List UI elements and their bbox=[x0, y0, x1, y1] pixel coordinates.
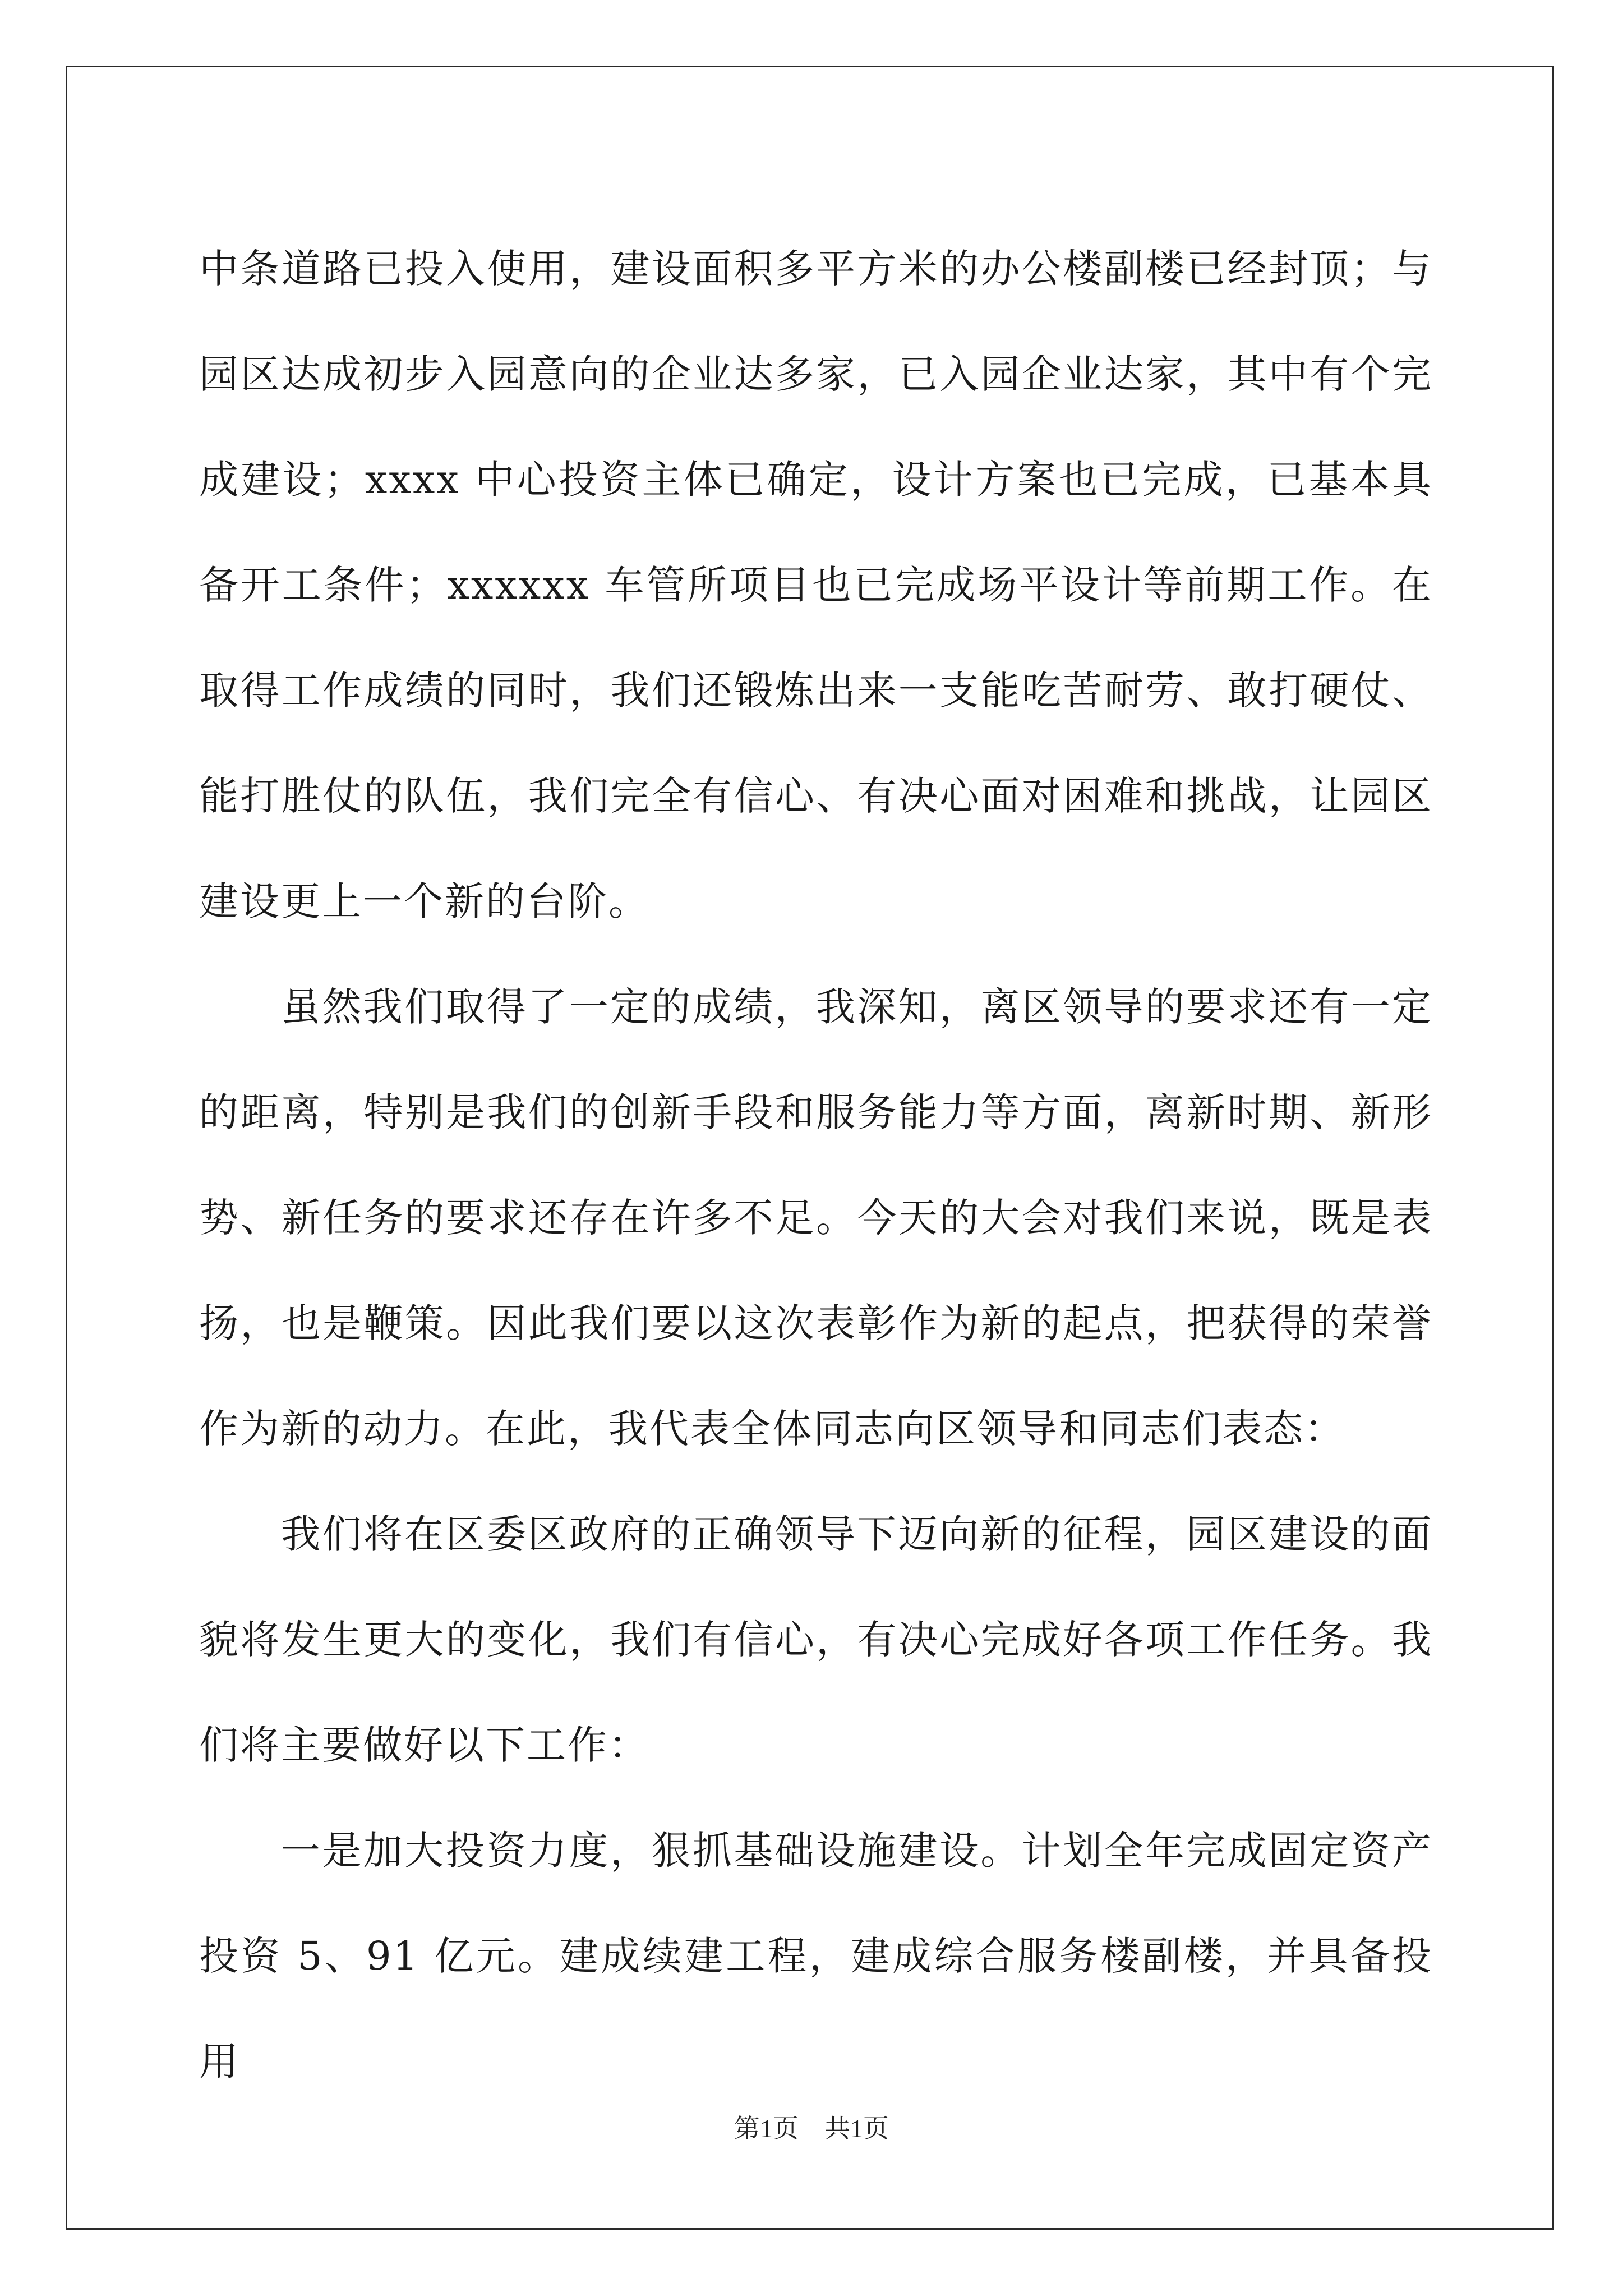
paragraph-1: 中条道路已投入使用，建设面积多平方米的办公楼副楼已经封顶；与园区达成初步入园意向的企业达多家，已入园企业达家，其中有个完成建设；xxxx 中心投资主体已确定，设计方案也已完成，已基本具备开工条件；xxxxxx 车管所项目也已完成场平设计等前期工作。在取得工作成绩的同时，我们还锻炼出来一支能吃苦耐劳、敢打硬仗、能打胜仗的队伍，我们完全有信心、有决心面对困难和挑战，让园区建设更上一个新的台阶。 bbox=[199, 246, 1433, 924]
paragraph-4: 一是加大投资力度，狠抓基础设施建设。计划全年完成固定资产投资 5、91 亿元。建成续建工程，建成综合服务楼副楼，并具备投用 bbox=[199, 1828, 1433, 2085]
page-number-footer: 第1页 共1页 bbox=[734, 2114, 889, 2143]
paragraph-3: 我们将在区委区政府的正确领导下迈向新的征程，园区建设的面貌将发生更大的变化，我们有信心，有决心完成好各项工作任务。我们将主要做好以下工作： bbox=[199, 1511, 1433, 1768]
paragraph-2: 虽然我们取得了一定的成绩，我深知，离区领导的要求还有一定的距离，特别是我们的创新手段和服务能力等方面，离新时期、新形势、新任务的要求还存在许多不足。今天的大会对我们来说，既是表扬，也是鞭策。因此我们要以这次表彰作为新的起点，把获得的荣誉作为新的动力。在此，我代表全体同志向区领导和同志们表态： bbox=[199, 984, 1433, 1452]
document-body bbox=[199, 216, 1433, 2114]
